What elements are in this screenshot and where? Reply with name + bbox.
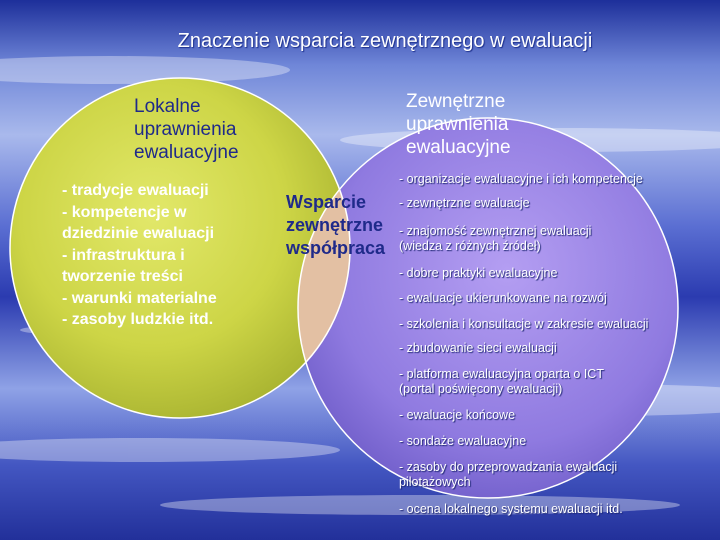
list-item-line: - sondaże ewaluacyjne bbox=[399, 434, 527, 448]
list-item-line: - zbudowanie sieci ewaluacji bbox=[399, 341, 557, 355]
left-title-line: ewaluacyjne bbox=[134, 142, 239, 163]
list-item-line: - szkolenia i konsultacje w zakresie ewaluacji bbox=[399, 317, 649, 331]
right-title-line: uprawnienia bbox=[406, 114, 509, 135]
list-item-line: pilotażowych bbox=[399, 475, 471, 489]
intersection-line: Wsparcie bbox=[286, 192, 367, 212]
right-circle-title bbox=[406, 90, 586, 159]
list-item-line: (wiedza z różnych źródeł) bbox=[399, 239, 541, 253]
list-item-line: - platforma ewaluacyjna oparta o ICT bbox=[399, 367, 604, 381]
left-title-line: uprawnienia bbox=[134, 119, 237, 140]
list-item-line: (portal poświęcony ewaluacji) bbox=[399, 382, 563, 396]
slide-title: Znaczenie wsparcia zewnętrznego w ewaluacji bbox=[177, 30, 593, 52]
left-list-line: - zasoby ludzkie itd. bbox=[62, 311, 214, 328]
list-item bbox=[399, 502, 717, 517]
list-item bbox=[399, 408, 717, 423]
list-item bbox=[399, 317, 717, 332]
intersection-label bbox=[286, 191, 406, 260]
left-list-line: - infrastruktura i bbox=[62, 246, 185, 264]
list-item-line: - organizacje ewaluacyjne i ich kompetencje bbox=[399, 172, 643, 186]
right-title-line: ewaluacyjne bbox=[406, 137, 511, 158]
left-list-line: - tradycje ewaluacji bbox=[62, 182, 209, 199]
intersection-line: zewnętrzne bbox=[286, 215, 384, 235]
list-item-line: - zasoby do przeprowadzania ewaluacji bbox=[399, 460, 618, 474]
left-circle-title bbox=[134, 95, 314, 164]
intersection-line: współpraca bbox=[286, 238, 386, 258]
list-item-line: - dobre praktyki ewaluacyjne bbox=[399, 266, 558, 280]
right-title-line: Zewnętrzne bbox=[406, 91, 506, 112]
list-item-line: - ocena lokalnego systemu ewaluacji itd. bbox=[399, 502, 623, 516]
list-item bbox=[399, 434, 717, 449]
left-list-line: - warunki materialne bbox=[62, 289, 217, 307]
left-circle-list bbox=[62, 180, 302, 331]
list-item bbox=[399, 291, 717, 306]
list-item bbox=[399, 266, 717, 281]
list-item-line: - zewnętrzne ewaluacje bbox=[399, 196, 530, 210]
left-list-line: - kompetencje w bbox=[62, 203, 187, 221]
list-item-line: - znajomość zewnętrznej ewaluacji bbox=[399, 224, 592, 238]
list-item bbox=[399, 196, 717, 211]
list-item bbox=[399, 367, 717, 397]
list-item-line: - ewaluacje końcowe bbox=[399, 408, 516, 422]
left-list-line: dziedzinie ewaluacji bbox=[62, 225, 215, 242]
left-list-line: tworzenie treści bbox=[62, 268, 183, 285]
list-item-line: - ewaluacje ukierunkowane na rozwój bbox=[399, 291, 607, 305]
list-item bbox=[399, 460, 717, 490]
list-item bbox=[399, 224, 717, 254]
left-title-line: Lokalne bbox=[134, 96, 201, 117]
list-item bbox=[399, 172, 717, 187]
list-item bbox=[399, 341, 717, 356]
